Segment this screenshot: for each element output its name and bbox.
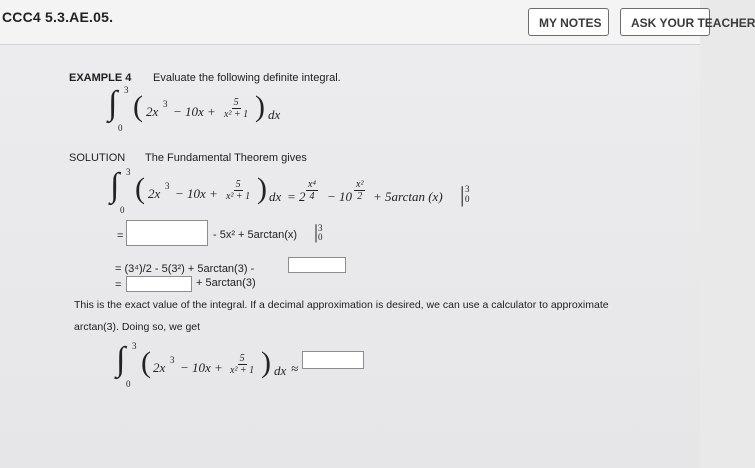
fraction-denominator: x² + 1 — [230, 365, 255, 376]
upper-limit: 3 — [132, 341, 137, 351]
fraction-numerator: 5 — [235, 179, 241, 190]
term-minus-10x: − 10x + — [173, 104, 216, 119]
step1-expression: - 5x² + 5arctan(x) — [213, 229, 298, 241]
right-paren: ) — [255, 90, 265, 123]
step1-equals: = — [117, 230, 124, 242]
fraction-denominator: 2 — [357, 191, 363, 202]
fraction-numerator: 5 — [233, 97, 239, 108]
upper-limit: 3 — [126, 167, 131, 177]
eval-lower: 0 — [465, 194, 470, 204]
left-paren: ( — [135, 172, 145, 205]
example-label: EXAMPLE 4 — [69, 72, 132, 84]
integral-sign: ∫ — [108, 85, 118, 122]
lower-limit: 0 — [120, 205, 125, 215]
step3-expression: + 5arctan(3) — [196, 277, 256, 289]
ask-your-teacher-button[interactable]: ASK YOUR TEACHER — [620, 8, 710, 36]
answer-input-4[interactable] — [302, 351, 364, 369]
eval-lower: 0 — [318, 232, 323, 242]
top-bar — [0, 0, 755, 45]
fraction-numerator: x² — [356, 179, 364, 190]
right-paren: ) — [261, 346, 271, 379]
fraction-5-over-x2plus1 — [230, 353, 254, 376]
step3-equals: = — [115, 279, 122, 291]
integral-sign: ∫ — [116, 341, 126, 378]
exponent-3: 3 — [170, 355, 175, 365]
upper-limit: 3 — [124, 85, 129, 95]
minus-10: − 10 — [327, 189, 353, 204]
fraction-x2-over-2 — [354, 179, 365, 202]
solution-intro: The Fundamental Theorem gives — [145, 152, 307, 164]
lower-limit: 0 — [118, 123, 123, 133]
approx-symbol: ≈ — [291, 361, 299, 376]
eval-bar: | — [460, 182, 465, 207]
term-2x: 2x — [153, 360, 166, 375]
exponent-3: 3 — [165, 181, 170, 191]
fraction-5-over-x2plus1 — [224, 97, 248, 120]
eval-upper: 3 — [318, 223, 323, 233]
step2-expression: = (3⁴)/2 - 5(3²) + 5arctan(3) - — [115, 263, 255, 275]
eval-upper: 3 — [465, 184, 470, 194]
fraction-x4-over-4 — [306, 179, 318, 202]
exponent-3: 3 — [163, 99, 168, 109]
eval-bar: | — [314, 221, 319, 243]
exact-value-note: This is the exact value of the integral. If a decimal approximation is desired, we can use a calculator to approximate — [74, 299, 609, 311]
integral-sign: ∫ — [110, 167, 120, 204]
right-paren: ) — [257, 172, 267, 205]
fraction-numerator: x⁴ — [308, 179, 316, 190]
problem-title: CCC4 5.3.AE.05. — [2, 9, 114, 25]
answer-input-1[interactable] — [126, 220, 208, 246]
fraction-numerator: 5 — [239, 353, 245, 364]
fraction-5-over-x2plus1 — [226, 179, 250, 202]
problem-content — [0, 45, 700, 468]
equals-2: = 2 — [287, 189, 306, 204]
term-2x: 2x — [148, 186, 161, 201]
term-minus-10x: − 10x + — [180, 360, 223, 375]
fraction-denominator: x² + 1 — [224, 109, 249, 120]
left-paren: ( — [141, 346, 151, 379]
lower-limit: 0 — [126, 379, 131, 389]
my-notes-button[interactable]: MY NOTES — [528, 8, 609, 36]
dx: dx — [269, 189, 282, 204]
term-2x: 2x — [146, 104, 159, 119]
example-prompt: Evaluate the following definite integral. — [153, 72, 341, 84]
solution-label: SOLUTION — [69, 152, 126, 164]
dx: dx — [268, 107, 281, 122]
term-minus-10x: − 10x + — [175, 186, 218, 201]
left-paren: ( — [133, 90, 143, 123]
exact-value-note-cont: arctan(3). Doing so, we get — [74, 321, 201, 333]
dx: dx — [274, 363, 287, 378]
answer-input-2[interactable] — [288, 257, 346, 273]
plus-5arctan: + 5arctan (x) — [373, 189, 443, 204]
answer-input-3[interactable] — [126, 276, 192, 292]
fraction-denominator: x² + 1 — [226, 191, 251, 202]
fraction-denominator: 4 — [309, 191, 315, 202]
